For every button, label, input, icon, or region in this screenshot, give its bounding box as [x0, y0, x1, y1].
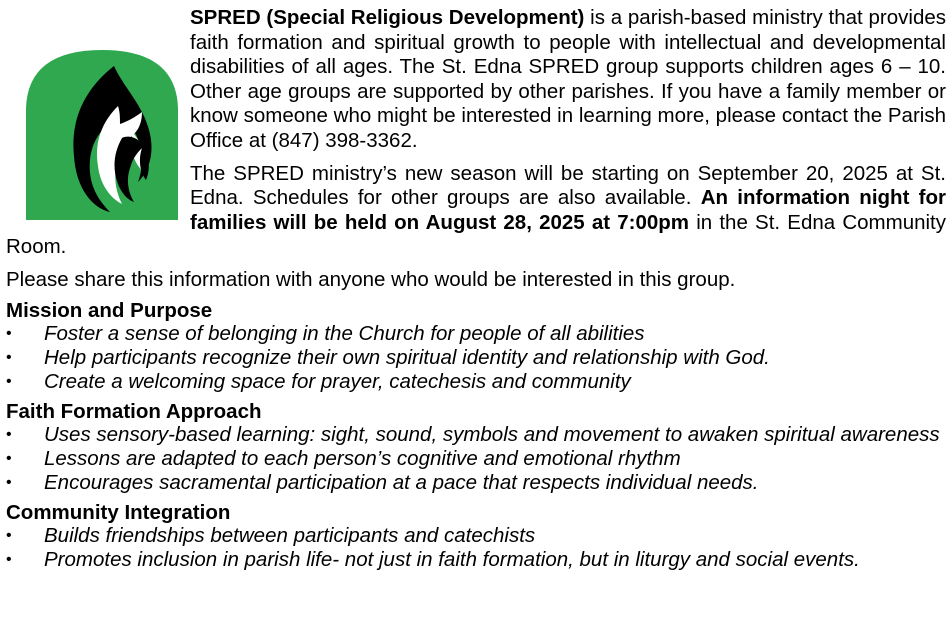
- list-item-text: Lessons are adapted to each person’s cognitive and emotional rhythm: [44, 446, 681, 470]
- list-item: [6, 524, 946, 548]
- section-heading: Community Integration: [6, 500, 231, 524]
- bullet-icon: •: [6, 372, 12, 390]
- section-mission-purpose: [6, 299, 946, 394]
- bullet-icon: •: [6, 324, 12, 342]
- list-item: [6, 447, 946, 471]
- section-heading: Mission and Purpose: [6, 298, 213, 322]
- list-item-text: Uses sensory-based learning: sight, sound, symbols and movement to awaken spiritual awareness: [44, 422, 940, 446]
- list-item-text: Encourages sacramental participation at a pace that respects individual needs.: [44, 470, 759, 494]
- bullet-icon: •: [6, 473, 12, 491]
- list-item: [6, 346, 946, 370]
- section-community-integration: [6, 501, 946, 572]
- intro-description: is a parish-based ministry that provides faith formation and spiritual growth to people with intellectual and developmental disabilities of all ages. The St. Edna SPRED group supports children ages 6 – 10. Other age groups are supported by other parishes. If you have a family member or know someone who might be interested in learning more, please contact the Parish Office at (847) 398-3362.: [190, 6, 946, 152]
- bullet-list: [6, 524, 946, 572]
- list-item: [6, 322, 946, 346]
- spred-bulletin: [6, 6, 946, 572]
- section-faith-formation: [6, 400, 946, 495]
- bullet-icon: •: [6, 526, 12, 544]
- share-paragraph: Please share this information with anyone who would be interested in this group.: [6, 267, 736, 291]
- bullet-list: [6, 423, 946, 495]
- list-item: [6, 471, 946, 495]
- season-text-end: in the St. Edna Community Room.: [6, 210, 946, 259]
- list-item: [6, 548, 946, 572]
- section-heading: Faith Formation Approach: [6, 399, 262, 423]
- bullet-icon: •: [6, 449, 12, 467]
- list-item: [6, 370, 946, 394]
- list-item-text: Create a welcoming space for prayer, catechesis and community: [44, 369, 631, 393]
- spred-title: SPRED (Special Religious Development): [190, 6, 585, 29]
- list-item-text: Builds friendships between participants and catechists: [44, 523, 536, 547]
- list-item: [6, 423, 946, 447]
- season-text-start: The SPRED ministry’s new season will be starting on September 20, 2025 at St. Edna. Schedules for other groups are also available.: [190, 161, 946, 210]
- list-item-text: Promotes inclusion in parish life- not just in faith formation, but in liturgy and social events.: [44, 547, 860, 571]
- list-item-text: Help participants recognize their own spiritual identity and relationship with God.: [44, 345, 770, 369]
- bullet-icon: •: [6, 550, 12, 568]
- bullet-icon: •: [6, 425, 12, 443]
- spred-flame-logo-icon: [26, 48, 178, 220]
- bullet-icon: •: [6, 348, 12, 366]
- info-night-announcement: An information night for families will be held on August 28, 2025 at 7:00pm: [190, 186, 946, 234]
- list-item-text: Foster a sense of belonging in the Church for people of all abilities: [44, 321, 645, 345]
- bullet-list: [6, 322, 946, 394]
